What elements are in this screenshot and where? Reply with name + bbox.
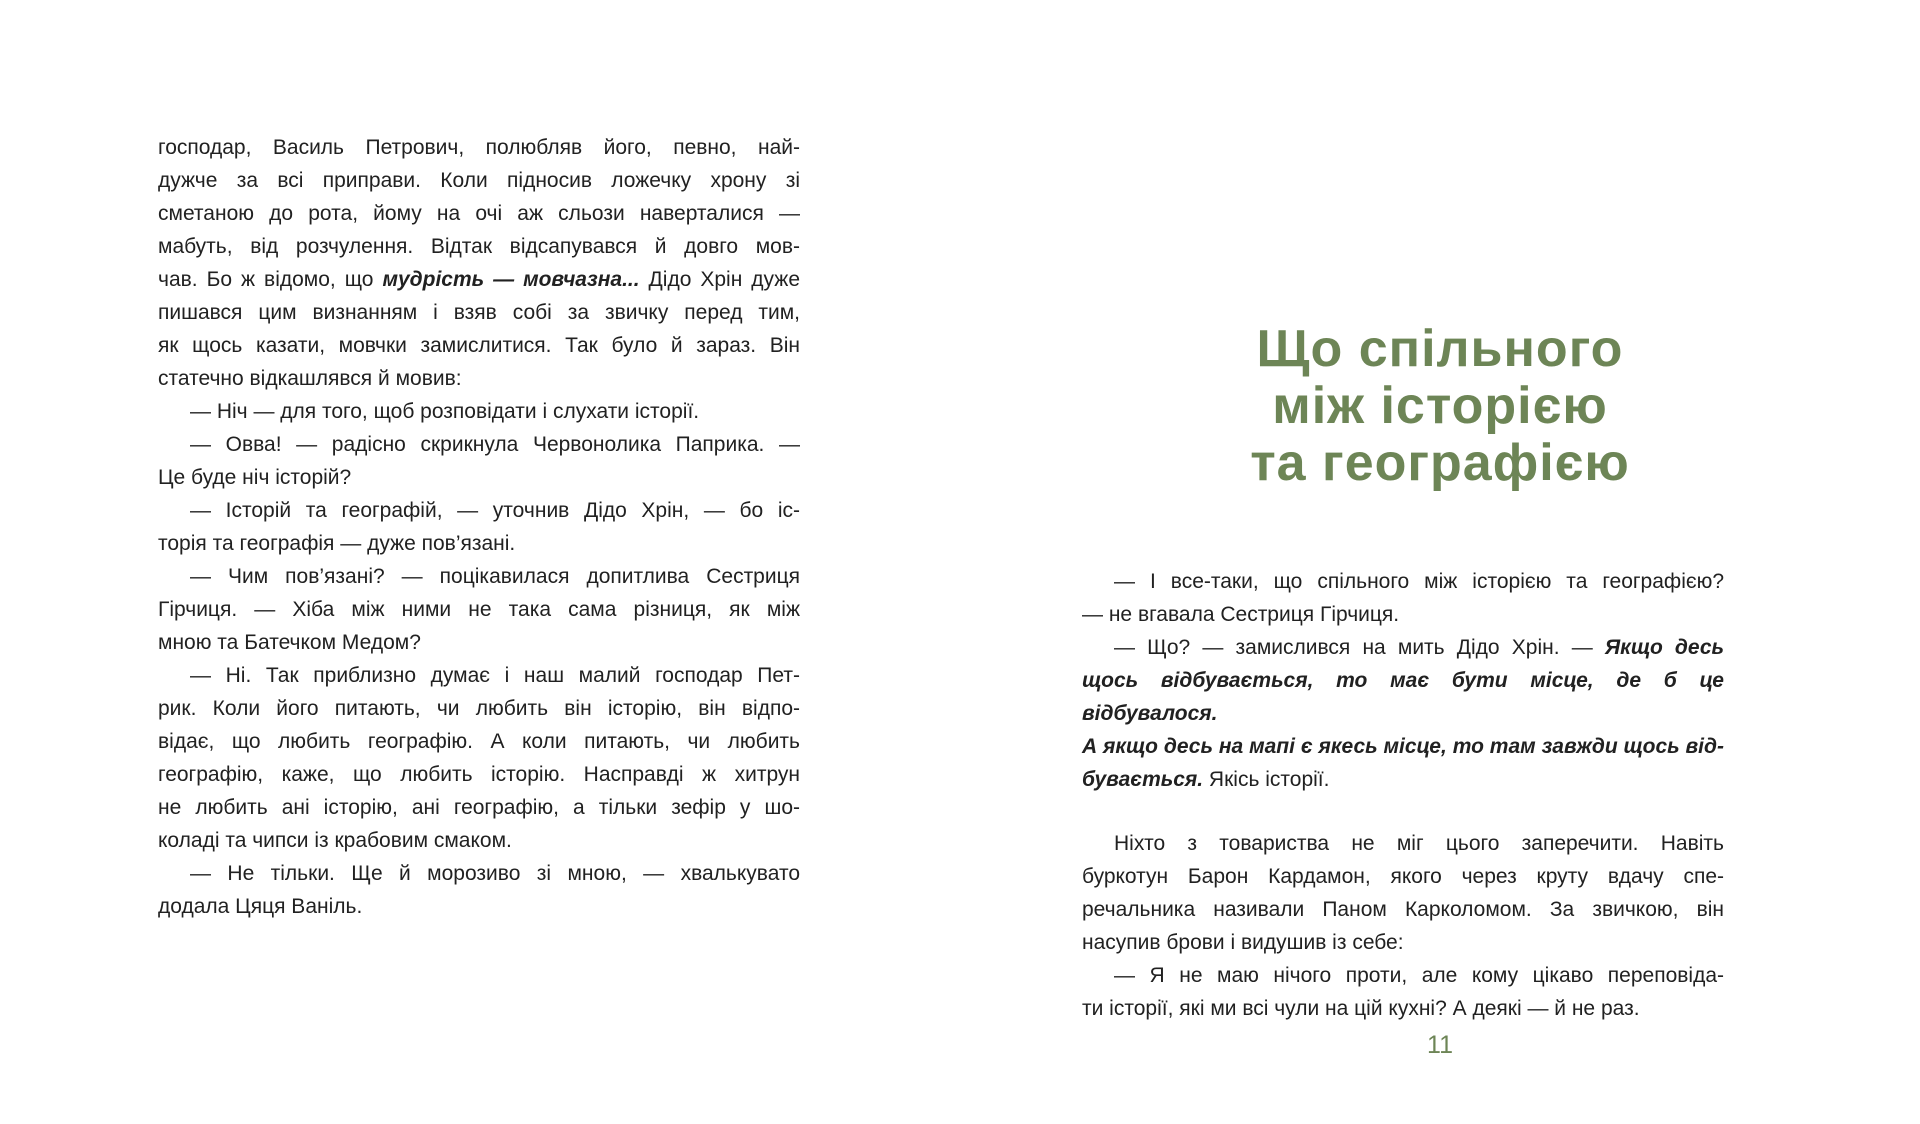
text-line (158, 593, 800, 626)
body-text: статечно відкашлявся й мовив: (158, 367, 462, 390)
text-line (158, 527, 800, 560)
text-line (158, 197, 800, 230)
body-text: — Ніч — для того, щоб розповідати і слухати історії. (190, 400, 700, 423)
body-text: — Не тільки. Ще й морозиво зі мною, — хвалькувато (190, 862, 800, 885)
body-text: мною та Батечком Медом? (158, 631, 421, 654)
chapter-title (960, 321, 1920, 492)
text-line (158, 131, 800, 164)
body-text: — Чим пов’язані? — поцікавилася допитлива Сестриця (190, 565, 800, 588)
text-line (1082, 893, 1724, 926)
text-line (158, 428, 800, 461)
body-text: географію, каже, що любить історію. Насправді ж хитрун (158, 763, 800, 786)
text-line (158, 857, 800, 890)
text-line (158, 758, 800, 791)
body-text: Якісь історії. (1203, 768, 1330, 791)
body-text: сметаною до рота, йому на очі аж сльози наверталися — (158, 202, 800, 225)
body-text: буркотун Барон Кардамон, якого через круту вдачу спе- (1082, 865, 1724, 888)
text-line (158, 230, 800, 263)
text-line (158, 824, 800, 857)
text-line (158, 395, 800, 428)
emphasis-text: щось відбувається, то має бути місце, де б це відбувалося. (1082, 669, 1724, 725)
text-line (158, 560, 800, 593)
body-text: господар, Василь Петрович, полюбляв його, певно, най- (158, 136, 800, 159)
page-right (960, 0, 1920, 1124)
left-page-text (158, 131, 800, 923)
text-line (1082, 992, 1724, 1025)
body-text: як щось казати, мовчки замислитися. Так було й зараз. Він (158, 334, 800, 357)
text-line (158, 791, 800, 824)
body-text: торія та географія — дуже пов’язані. (158, 532, 516, 555)
emphasis-text: мудрість — мовчазна... (382, 268, 640, 291)
body-text: — Я не маю нічого проти, але кому цікаво переповіда- (1114, 964, 1724, 987)
text-line (158, 890, 800, 923)
body-text: чав. Бо ж відомо, що (158, 268, 383, 291)
text-line (1082, 959, 1724, 992)
body-text: — І все-таки, що спільного між історією та географією? (1114, 570, 1724, 593)
body-text: коладі та чипси із крабовим смаком. (158, 829, 512, 852)
body-text: — Історій та географій, — уточнив Дідо Хрін, — бо іс- (190, 499, 800, 522)
text-line (158, 725, 800, 758)
text-line (158, 626, 800, 659)
body-text: додала Цяця Ваніль. (158, 895, 363, 918)
chapter-title-line: Що спільного (1256, 320, 1624, 378)
right-page-text (1082, 565, 1724, 1025)
text-line (158, 494, 800, 527)
emphasis-text: Якщо десь (1604, 636, 1724, 659)
body-text: Ніхто з товариства не міг цього заперечити. Навіть (1114, 832, 1724, 855)
text-line (1082, 598, 1724, 631)
text-line (158, 659, 800, 692)
body-text: дужче за всі приправи. Коли підносив ложечку хрону зі (158, 169, 800, 192)
body-text: Гірчиця. — Хіба між ними не така сама різниця, як між (158, 598, 800, 621)
body-text: Дідо Хрін дуже (639, 268, 800, 291)
emphasis-text: бувається. (1082, 768, 1204, 791)
text-line (1082, 730, 1724, 763)
body-text: — Овва! — радісно скрикнула Червонолика Паприка. — (190, 433, 800, 456)
page-number: 11 (1427, 1031, 1453, 1059)
emphasis-text: А якщо десь на мапі є якесь місце, то там завжди щось від- (1082, 735, 1724, 758)
body-text: пишався цим визнанням і взяв собі за звичку перед тим, (158, 301, 800, 324)
text-line (1082, 926, 1724, 959)
body-text: — Що? — замислився на мить Дідо Хрін. — (1114, 636, 1605, 659)
body-text: не любить ані історію, ані географію, а тільки зефір у шо- (158, 796, 800, 819)
chapter-title-line: та географією (1250, 434, 1630, 492)
body-text: рик. Коли його питають, чи любить він історію, він відпо- (158, 697, 800, 720)
body-text: відає, що любить географію. А коли питають, чи любить (158, 730, 800, 753)
body-text: Це буде ніч історій? (158, 466, 352, 489)
text-line (1082, 860, 1724, 893)
body-text: насупив брови і видушив із себе: (1082, 931, 1404, 954)
text-line (1082, 827, 1724, 860)
text-line (1082, 565, 1724, 598)
text-line (158, 263, 800, 296)
body-text: речальника називали Паном Карколомом. За звичкою, він (1082, 898, 1724, 921)
text-line (158, 461, 800, 494)
body-text: — Ні. Так приблизно думає і наш малий господар Пет- (190, 664, 800, 687)
text-line (1082, 763, 1724, 796)
text-line (1082, 664, 1724, 730)
body-text: мабуть, від розчулення. Відтак відсапувався й довго мов- (158, 235, 800, 258)
text-line (158, 362, 800, 395)
text-line (158, 692, 800, 725)
body-text: — не вгавала Сестриця Гірчиця. (1082, 603, 1400, 626)
text-line (1082, 631, 1724, 664)
text-line (158, 296, 800, 329)
body-text: ти історії, які ми всі чули на цій кухні? А деякі — й не раз. (1082, 997, 1640, 1020)
text-line (158, 329, 800, 362)
text-line (158, 164, 800, 197)
chapter-title-line: між історією (1272, 377, 1608, 435)
